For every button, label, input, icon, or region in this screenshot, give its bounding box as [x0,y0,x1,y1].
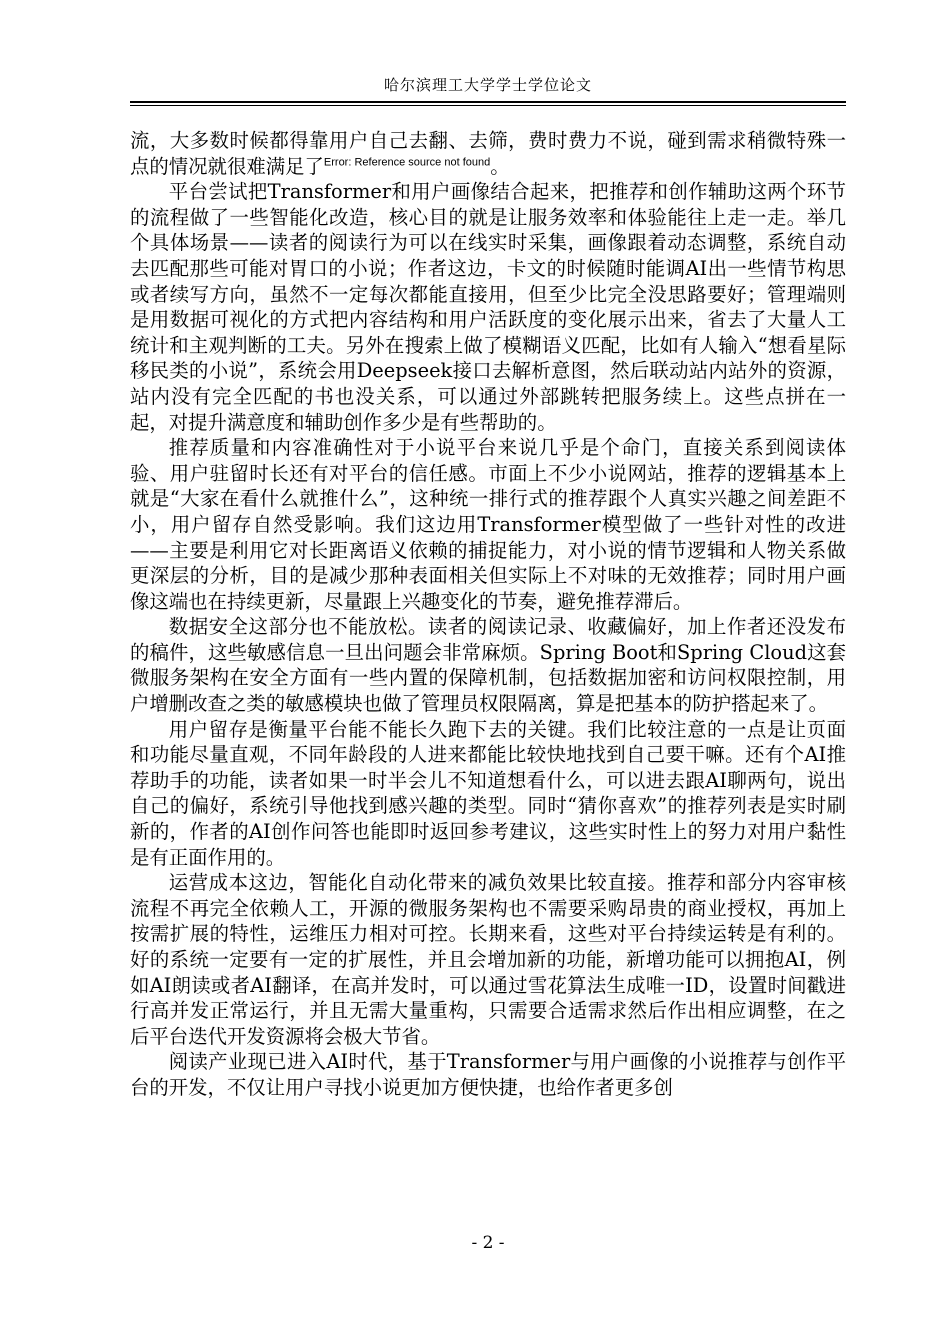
paragraph-3: 推荐质量和内容准确性对于小说平台来说几乎是个命门，直接关系到阅读体验、用户驻留时长还有对平台的信任感。市面上不少小说网站，推荐的逻辑基本上就是“大家在看什么就推什么”，这种统一排行式的推荐跟个人真实兴趣之间差距不小，用户留存自然受影响。我们这边用Transformer模型做了一些针对性的改进——主要是利用它对长距离语义依赖的捕捉能力，对小说的情节逻辑和人物关系做更深层的分析，目的是减少那种表面相关但实际上不对味的无效推荐；同时用户画像这端也在持续更新，尽量跟上兴趣变化的节奏，避免推荐滞后。 [130,436,846,613]
header-rule-thin [130,105,846,106]
body-text [130,128,846,1101]
reference-error-note: Error: Reference source not found [323,156,491,169]
paragraph-text: 流，大多数时候都得靠用户自己去翻、去筛，费时费力不说，碰到需求稍微特殊一点的情况就很难满足了 [130,129,846,178]
paragraph-2: 平台尝试把Transformer和用户画像结合起来，把推荐和创作辅助这两个环节的流程做了一些智能化改造，核心目的就是让服务效率和体验能往上走一走。举几个具体场景——读者的阅读行为可以在线实时采集，画像跟着动态调整，系统自动去匹配那些可能对胃口的小说；作者这边，卡文的时候随时能调AI出一些情节构思或者续写方向，虽然不一定每次都能直接用，但至少比完全没思路要好；管理端则是用数据可视化的方式把内容结构和用户活跃度的变化展示出来，省去了大量人工统计和主观判断的工夫。另外在搜索上做了模糊语义匹配，比如有人输入“想看星际移民类的小说”，系统会用Deepseek接口去解析意图，然后联动站内站外的资源，站内没有完全匹配的书也没关系，可以通过外部跳转把服务续上。这些点拼在一起，对提升满意度和辅助创作多少是有些帮助的。 [130,180,846,434]
paragraph-5: 用户留存是衡量平台能不能长久跑下去的关键。我们比较注意的一点是让页面和功能尽量直观，不同年龄段的人进来都能比较快地找到自己要干嘛。还有个AI推荐助手的功能，读者如果一时半会儿不知道想看什么，可以进去跟AI聊两句，说出自己的偏好，系统引导他找到感兴趣的类型。同时“猜你喜欢”的推荐列表是实时刷新的，作者的AI创作问答也能即时返回参考建议，这些实时性上的努力对用户黏性是有正面作用的。 [130,717,846,869]
paragraph-7: 阅读产业现已进入AI时代，基于Transformer与用户画像的小说推荐与创作平台的开发，不仅让用户寻找小说更加方便快捷，也给作者更多创 [130,1050,846,1099]
header-rule-thick [130,101,846,103]
page-header-title: 哈尔滨理工大学学士学位论文 [383,76,592,94]
paragraph-4: 数据安全这部分也不能放松。读者的阅读记录、收藏偏好，加上作者还没发布的稿件，这些敏感信息一旦出问题会非常麻烦。Spring Boot和Spring Cloud这套微服务架构在安全方面有一些内置的保障机制，包括数据加密和访问权限控制，用户增删改查之类的敏感模块也做了管理员权限隔离，算是把基本的防护搭起来了。 [130,615,846,716]
paragraph-tail: 。 [490,154,510,178]
paragraph-1 [130,128,846,179]
page-number: - 2 - [471,1233,505,1253]
paragraph-6: 运营成本这边，智能化自动化带来的减负效果比较直接。推荐和部分内容审核流程不再完全依赖人工，开源的微服务架构也不需要采购昂贵的商业授权，再加上按需扩展的特性，运维压力相对可控。长期来看，这些对平台持续运转是有利的。好的系统一定要有一定的扩展性，并且会增加新的功能，新增功能可以拥抱AI，例如AI朗读或者AI翻译，在高并发时，可以通过雪花算法生成唯一ID，设置时间戳进行高并发正常运行，并且无需大量重构，只需要合适需求然后作出相应调整，在之后平台迭代开发资源将会极大节省。 [130,871,846,1048]
